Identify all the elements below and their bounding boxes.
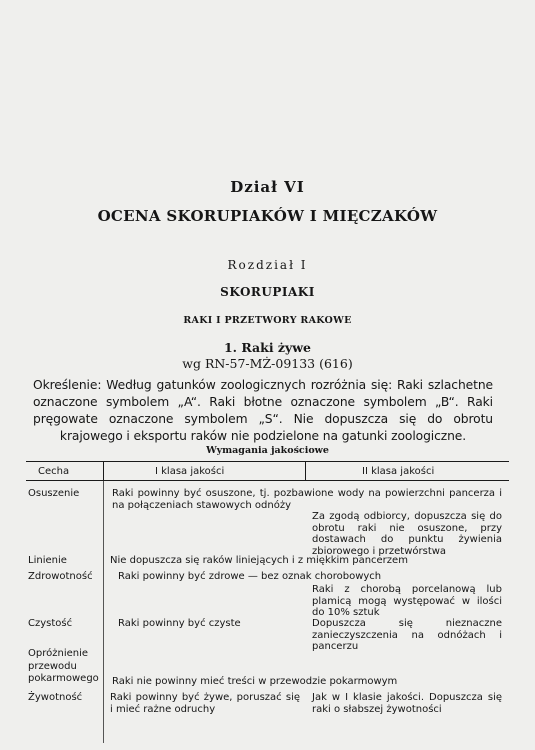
- chapter-title: SKORUPIAKI: [220, 285, 315, 299]
- header-divider-2: [305, 461, 306, 481]
- gut-emptying-requirement: Raki nie powinny mieć treści w przewodzie pokarmowym: [112, 676, 398, 687]
- subsection-norm: wg RN-57-MŻ-09133 (616): [182, 356, 353, 371]
- header-divider-1: [103, 461, 104, 481]
- feature-drying: Osuszenie: [28, 488, 80, 499]
- health-class-2: Raki z chorobą porcelanową lub plamicą mogą występować w ilości do 10% sztuk: [312, 584, 502, 618]
- chapter-label: Rozdział I: [227, 258, 308, 272]
- cleanliness-class-2: Dopuszcza się nieznaczne zanieczyszczenia na odnóżach i pancerzu: [312, 618, 502, 652]
- table-title: Wymagania jakościowe: [206, 445, 329, 456]
- table-header-rule: [26, 480, 509, 481]
- health-requirement: Raki powinny być zdrowe — bez oznak chorobowych: [118, 571, 382, 582]
- table-top-rule: [26, 461, 509, 462]
- subchapter-title: RAKI I PRZETWORY RAKOWE: [183, 315, 352, 326]
- cleanliness-class-1: Raki powinny być czyste: [118, 618, 241, 629]
- vitality-class-2: Jak w I klasie jakości. Dopuszcza się raki o słabszej żywotności: [312, 692, 502, 715]
- definition-paragraph: Określenie: Według gatunków zoologicznych rozróżnia się: Raki szlachetne oznaczone symbolem „A“. Raki błotne oznaczone symbolem „B“. Raki pręgowate oznaczone symbolem „S“. Nie dopuszcza się do obrotu krajowego i eksportu raków nie podzielone na gatunki zoologiczne.: [33, 378, 493, 443]
- drying-requirement: Raki powinny być osuszone, tj. pozbawione wody na powierzchni pancerza i na połączeniach stawowych odnóży: [112, 488, 502, 511]
- section-title: OCENA SKORUPIAKÓW I MIĘCZAKÓW: [97, 207, 438, 225]
- feature-vitality: Żywotność: [28, 692, 83, 703]
- feature-cleanliness: Czystość: [28, 618, 73, 629]
- moulting-requirement: Nie dopuszcza się raków liniejących i z miękkim pancerzem: [110, 555, 408, 566]
- column-divider: [103, 481, 104, 743]
- header-class-1: I klasa jakości: [155, 466, 225, 477]
- header-feature: Cecha: [38, 466, 70, 477]
- section-label: Dział VI: [230, 178, 305, 196]
- feature-gut-emptying: Opróżnienie przewodu pokarmowego: [28, 648, 99, 684]
- drying-class-2: Za zgodą odbiorcy, dopuszcza się do obrotu raki nie osuszone, przy dostawach do punktu żywienia zbiorowego i przetwórstwa: [312, 511, 502, 557]
- feature-moulting: Linienie: [28, 555, 67, 566]
- subsection-title: 1. Raki żywe: [223, 340, 311, 355]
- header-class-2: II klasa jakości: [362, 466, 435, 477]
- vitality-class-1: Raki powinny być żywe, poruszać się i mieć rażne odruchy: [110, 692, 300, 715]
- feature-health: Zdrowotność: [28, 571, 93, 582]
